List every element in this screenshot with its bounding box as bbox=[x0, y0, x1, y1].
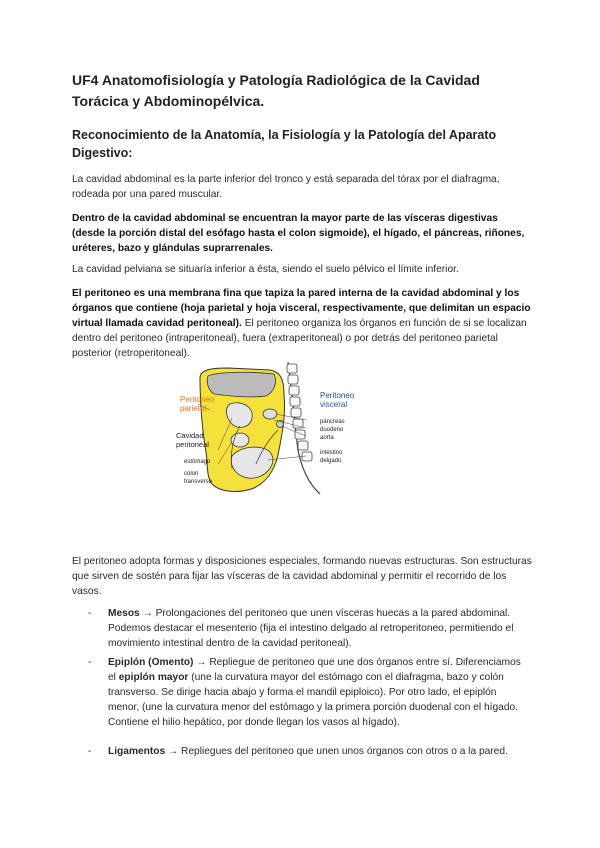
paragraph-estructuras: El peritoneo adopta formas y disposiciones especiales, formando nuevas estructuras. Son estructuras que sirven de sostén para fijar las vísceras de la cavidad abdominal y permitir el recorrido de los vasos. bbox=[72, 556, 532, 597]
label-pancreas: páncreas bbox=[320, 419, 345, 425]
liver-shape bbox=[207, 372, 275, 397]
bullet-arrow: → bbox=[139, 608, 156, 619]
label-cavidad-2: peritoneal bbox=[176, 440, 209, 449]
paragraph-cavidad-abdominal: La cavidad abdominal es la parte inferior del tronco y está separada del tórax por el diafragma, rodeada por una pared muscular. bbox=[72, 174, 500, 200]
bullet-text-epiplon-bold: epiplón mayor bbox=[118, 672, 189, 683]
bullet-dash: - bbox=[88, 746, 92, 757]
document-title: UF4 Anatomofisiología y Patología Radiológica de la Cavidad Torácica y Abdominopélvica. bbox=[72, 72, 480, 109]
label-peritoneo-visceral-2: visceral bbox=[320, 400, 348, 409]
label-colon-1: colon bbox=[184, 471, 199, 477]
paragraph-visceras bbox=[72, 211, 532, 256]
label-peritoneo-parietal-1: Peritoneo bbox=[180, 395, 215, 404]
bullet-text-epiplon-a: Repliegue de peritoneo que une dos órganos entre sí. Diferenciamos el bbox=[108, 657, 521, 683]
spine-illustration bbox=[287, 362, 320, 494]
label-duodeno: duodeno bbox=[320, 427, 344, 433]
bullet-label-epiplon: Epiplón (Omento) bbox=[108, 657, 194, 668]
pancreas-shape bbox=[263, 409, 277, 419]
paragraph-peritoneo-rest: El peritoneo organiza los órganos en función de si se localizan dentro del peritoneo (intraperitoneal), fuera (extraperitoneal) o por detrás del peritoneo parietal posterior (retroperitoneal). bbox=[72, 318, 527, 359]
bullet-text-epiplon-b: (une la curvatura mayor del estómago con el diafragma, bazo y colón transverso. Se dirige hacia abajo y forma el mandil epiploico). Por otro lado, el epiplón menor, (une la curvatura menor del estómago y la primera porción duodenal con el hígado. Contiene el hilio hepático, por donde llegan los vasos al hígado). bbox=[108, 672, 519, 728]
bullet-dash: - bbox=[88, 608, 92, 619]
label-peritoneo-parietal-2: parietal bbox=[180, 404, 207, 413]
paragraph-cavidad-pelviana: La cavidad pelviana se situaría inferior a ésta, siendo el suelo pélvico el límite inferior. bbox=[72, 264, 459, 275]
paragraph-visceras-text: Dentro de la cavidad abdominal se encuentran la mayor parte de las vísceras digestivas (desde la porción distal del esófago hasta el colon sigmoide), el hígado, el páncreas, riñones, uréteres, bazo y glándulas suprarrenales. bbox=[72, 213, 525, 254]
label-peritoneo-visceral-1: Peritoneo bbox=[320, 391, 355, 400]
section-subtitle: Reconocimiento de la Anatomía, la Fisiología y la Patología del Aparato Digestivo: bbox=[72, 128, 497, 160]
paragraph-peritoneo-bold: El peritoneo es una membrana fina que tapiza la pared interna de la cavidad abdominal y los órganos que contiene (hoja parietal y hoja visceral, respectivamente, que delimitan un espacio virtual llamada cavidad peritoneal). bbox=[72, 288, 531, 329]
bullet-text-mesos: Prolongaciones del peritoneo que unen vísceras huecas a la pared abdominal. Podemos destacar el mesenterio (fija el intestino delgado al retroperitoneo, permitiendo el movimiento intestinal dentro de la cavidad peritoneal). bbox=[108, 608, 514, 649]
bullet-text-ligamentos: Repliegues del peritoneo que unen unos órganos con otros o a la pared. bbox=[181, 746, 508, 757]
label-aorta: aorta bbox=[320, 435, 334, 441]
paragraph-peritoneo bbox=[72, 286, 532, 361]
bullet-arrow: → bbox=[165, 746, 182, 757]
label-intestino-1: intestino bbox=[320, 450, 343, 456]
bullet-label-ligamentos: Ligamentos bbox=[108, 746, 166, 757]
bullet-label-mesos: Mesos bbox=[108, 608, 140, 619]
label-colon-2: transverso bbox=[184, 479, 213, 485]
label-estomago: estómago bbox=[184, 459, 211, 465]
peritoneum-diagram bbox=[170, 360, 355, 495]
label-intestino-2: delgado bbox=[320, 458, 342, 464]
bullet-dash: - bbox=[88, 657, 92, 668]
bullet-arrow: → bbox=[193, 657, 210, 668]
label-cavidad-1: Cavidad bbox=[176, 431, 204, 440]
